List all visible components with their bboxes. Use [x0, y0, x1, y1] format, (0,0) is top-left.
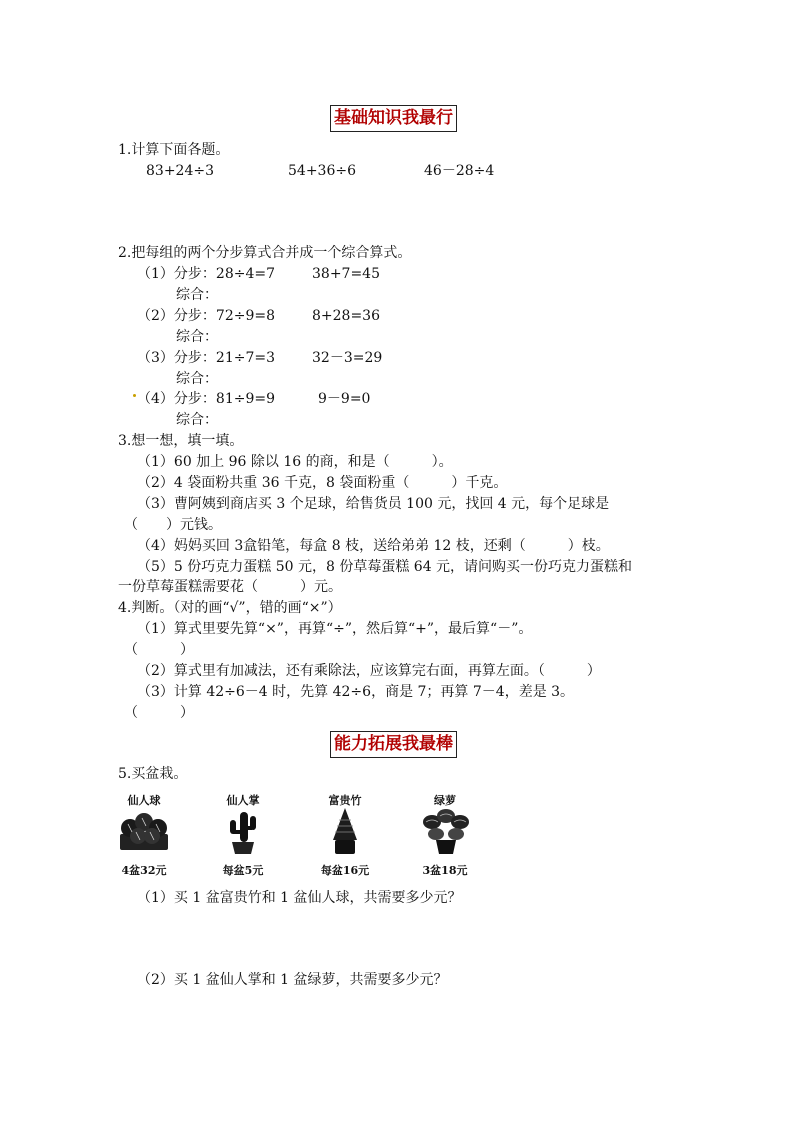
q2-group-1-combined: 综合： — [176, 287, 218, 303]
q4-line-1: （1）算式里要先算“×”，再算“÷”，然后算“+”，最后算“－”。 — [137, 621, 533, 637]
q1-item-1: 83+24÷3 — [146, 163, 214, 179]
q2-group-4-second: 9－9=0 — [318, 391, 371, 407]
q3-line-5-cont: 一份草莓蛋糕需要花（ ）元。 — [118, 579, 342, 595]
section-title-basic: 基础知识我最行 — [330, 105, 457, 132]
q2-group-1-step: （1）分步：28÷4=7 — [137, 266, 275, 282]
q4-title: 4.判断。（对的画“√”，错的画“×”） — [118, 600, 342, 616]
q3-line-3-cont: （ ）元钱。 — [124, 517, 222, 533]
q2-group-4-step: （4）分步：81÷9=9 — [137, 391, 275, 407]
q5-sub-2: （2）买 1 盆仙人掌和 1 盆绿萝，共需要多少元？ — [137, 972, 448, 988]
cactus-ball-image — [116, 808, 172, 858]
q4-line-1-cont: （ ） — [124, 642, 194, 658]
section-title-ability: 能力拓展我最棒 — [330, 731, 457, 758]
q4-line-2: （2）算式里有加减法，还有乘除法，应该算完右面，再算左面。（ ） — [137, 663, 601, 679]
q2-title: 2.把每组的两个分步算式合并成一个综合算式。 — [118, 245, 412, 261]
cactus-image — [224, 806, 262, 860]
plant-name-2: 仙人掌 — [226, 794, 260, 807]
q2-group-2-second: 8+28=36 — [312, 308, 380, 324]
q2-group-2-step: （2）分步：72÷9=8 — [137, 308, 275, 324]
q2-group-3-combined: 综合： — [176, 371, 218, 387]
q3-line-5: （5）5 份巧克力蛋糕 50 元，8 份草莓蛋糕 64 元，请问购买一份巧克力蛋糕和 — [137, 559, 633, 575]
lucky-bamboo-image — [327, 806, 363, 860]
q3-line-2: （2）4 袋面粉共重 36 千克，8 袋面粉重（ ）千克。 — [137, 475, 508, 491]
q3-line-3: （3）曹阿姨到商店买 3 个足球，给售货员 100 元，找回 4 元，每个足球是 — [137, 496, 610, 512]
q2-group-3-step: （3）分步：21÷7=3 — [137, 350, 275, 366]
q3-line-4: （4）妈妈买回 3盒铅笔，每盒 8 枝，送给弟弟 12 枝，还剩（ ）枝。 — [137, 538, 610, 554]
q1-item-2: 54+36÷6 — [288, 163, 356, 179]
plant-price-4: 3盆18元 — [422, 864, 468, 877]
plant-name-4: 绿萝 — [434, 794, 456, 807]
q2-group-4-combined: 综合： — [176, 412, 218, 428]
plant-name-3: 富贵竹 — [328, 794, 362, 807]
q2-group-3-second: 32－3=29 — [312, 350, 383, 366]
plant-price-1: 4盆32元 — [121, 864, 167, 877]
q1-item-3: 46－28÷4 — [424, 163, 495, 179]
q4-line-3-cont: （ ） — [124, 705, 194, 721]
q4-line-3: （3）计算 42÷6－4 时，先算 42÷6，商是 7；再算 7－4，差是 3。 — [137, 684, 575, 700]
plant-name-1: 仙人球 — [127, 794, 161, 807]
plant-price-3: 每盆16元 — [320, 864, 370, 877]
plant-price-2: 每盆5元 — [222, 864, 264, 877]
q2-group-2-combined: 综合： — [176, 329, 218, 345]
q3-line-1: （1）60 加上 96 除以 16 的商，和是（ ）。 — [137, 454, 453, 470]
q5-sub-1: （1）买 1 盆富贵竹和 1 盆仙人球，共需要多少元？ — [137, 890, 462, 906]
stray-dot — [133, 394, 136, 397]
q3-title: 3.想一想，填一填。 — [118, 433, 244, 449]
q5-title: 5.买盆栽。 — [118, 766, 188, 782]
pothos-image — [420, 806, 472, 860]
q2-group-1-second: 38+7=45 — [312, 266, 380, 282]
q1-title: 1.计算下面各题。 — [118, 142, 230, 158]
